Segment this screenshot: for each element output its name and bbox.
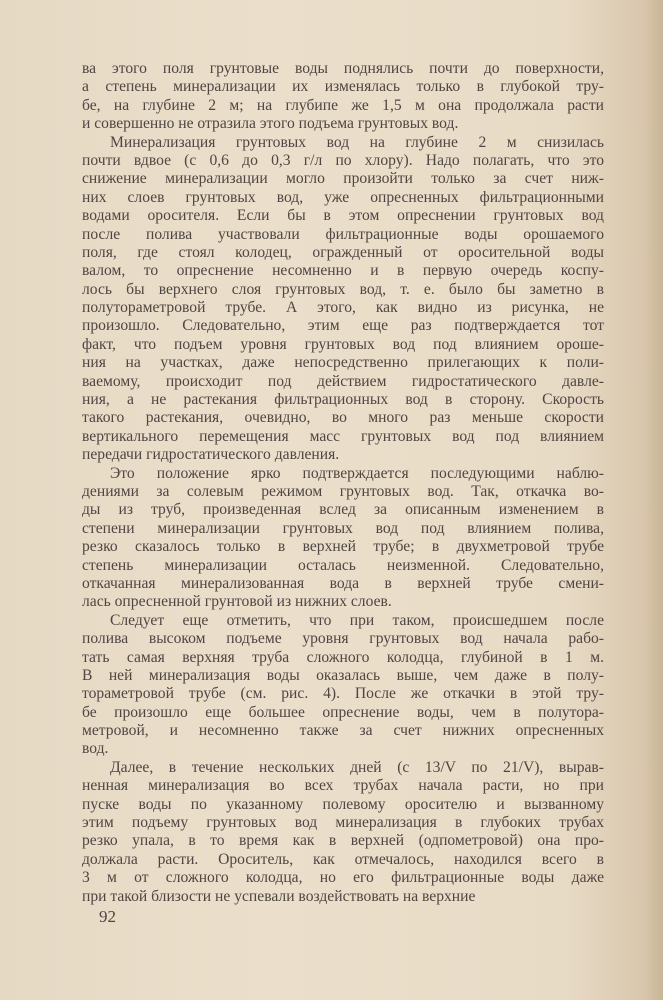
text-line: степень минерализации осталась неизменной. Следовательно, xyxy=(82,556,604,574)
text-line: ды из труб, произведенная вслед за описанным изменением в xyxy=(82,501,604,519)
text-line: почти вдвое (с 0,6 до 0,3 г/л по хлору). Надо полагать, что это xyxy=(82,151,604,169)
text-line: Далее, в течение нескольких дней (с 13/V по 21/V), вырав- xyxy=(110,758,604,776)
text-line: валом, то опреснение несомненно и в первую очередь коспу- xyxy=(82,262,604,280)
text-line: водами оросителя. Если бы в этом опреснении грунтовых вод xyxy=(82,207,604,225)
text-line: ненная минерализация во всех трубах начала расти, но при xyxy=(82,777,604,795)
paragraph xyxy=(82,612,604,759)
paragraph xyxy=(82,134,604,465)
text-line: факт, что подъем уровня грунтовых вод под влиянием ороше- xyxy=(82,335,604,353)
text-line: резко упала, в то время как в верхней (одпометровой) она про- xyxy=(82,832,604,850)
text-line: полутораметровой трубе. А этого, как видно из рисунка, не xyxy=(82,299,604,317)
text-line: этим подъему грунтовых вод минерализация в глубоких трубах xyxy=(82,814,604,832)
text-line: а степень минерализации их изменялась только в глубокой тру- xyxy=(82,78,604,96)
text-line: них слоев грунтовых вод, уже опресненных фильтрационными xyxy=(82,188,604,206)
text-line: лась опресненной грунтовой из нижних слоев. xyxy=(82,593,392,611)
text-line: снижение минерализации могло произойти только за счет ниж- xyxy=(82,170,604,188)
paragraph xyxy=(82,465,604,612)
text-line: пуске воды по указанному полевому оросителю и вызванному xyxy=(82,795,604,813)
paragraph xyxy=(82,60,604,134)
text-line: передачи гидростатического давления. xyxy=(82,446,340,464)
text-line: ва этого поля грунтовые воды поднялись почти до поверхности, xyxy=(82,60,604,77)
text-line: тораметровой трубе (см. рис. 4). После же откачки в этой тру- xyxy=(82,685,604,703)
text-line: полива высоком подъеме уровня грунтовых вод начала рабо- xyxy=(82,630,604,648)
text-line: Это положение ярко подтверждается последующими наблю- xyxy=(110,464,604,482)
text-line: вертикального перемещения масс грунтовых вод под влиянием xyxy=(82,427,604,445)
text-line: 3 м от сложного колодца, но его фильтрационные воды даже xyxy=(82,869,604,887)
text-line: ваемому, происходит под действием гидростатического давле- xyxy=(82,372,604,390)
text-line: ния на участках, даже непосредственно прилегающих к поли- xyxy=(82,354,604,372)
text-line: поля, где стоял колодец, огражденный от оросительной воды xyxy=(82,243,604,261)
text-line: бе, на глубине 2 м; на глубипе же 1,5 м она продолжала расти xyxy=(82,96,604,114)
text-line: после полива участвовали фильтрационные воды орошаемого xyxy=(82,225,604,243)
text-line: Следует еще отметить, что при таком, происшедшем после xyxy=(110,611,604,629)
text-line: В ней минерализация воды оказалась выше, чем даже в полу- xyxy=(82,666,604,684)
text-line: бе произошло еще большее опреснение воды, чем в полутора- xyxy=(82,703,604,721)
text-line: резко сказалось только в верхней трубе; в двухметровой трубе xyxy=(82,538,604,556)
text-line: и совершенно не отразила этого подъема грунтовых вод. xyxy=(82,115,459,133)
text-line: должала расти. Ороситель, как отмечалось, находился всего в xyxy=(82,850,604,868)
text-line: тать самая верхняя труба сложного колодца, глубиной в 1 м. xyxy=(82,648,604,666)
text-line: степени минерализации грунтовых вод под влиянием полива, xyxy=(82,519,604,537)
text-line: при такой близости не успевали воздействовать на верхние xyxy=(82,887,476,905)
text-line: Минерализация грунтовых вод на глубине 2 м снизилась xyxy=(110,133,604,151)
page-body-text xyxy=(82,60,604,906)
text-line: вод. xyxy=(82,740,109,758)
paragraph xyxy=(82,759,604,906)
text-line: ния, а не растекания фильтрационных вод в сторону. Скорость xyxy=(82,391,604,409)
text-line: метровой, и несомненно также за счет нижних опресненных xyxy=(82,722,604,740)
text-line: дениями за солевым режимом грунтовых вод. Так, откачка во- xyxy=(82,482,604,500)
text-line: такого растекания, очевидно, во много раз меньше скорости xyxy=(82,409,604,427)
text-line: лось бы верхнего слоя грунтовых вод, т. е. было бы заметно в xyxy=(82,280,604,298)
page-number: 92 xyxy=(99,907,116,926)
text-line: произошло. Следовательно, этим еще раз подтверждается тот xyxy=(82,317,604,335)
text-line: откачанная минерализованная вода в верхней трубе смени- xyxy=(82,574,604,592)
